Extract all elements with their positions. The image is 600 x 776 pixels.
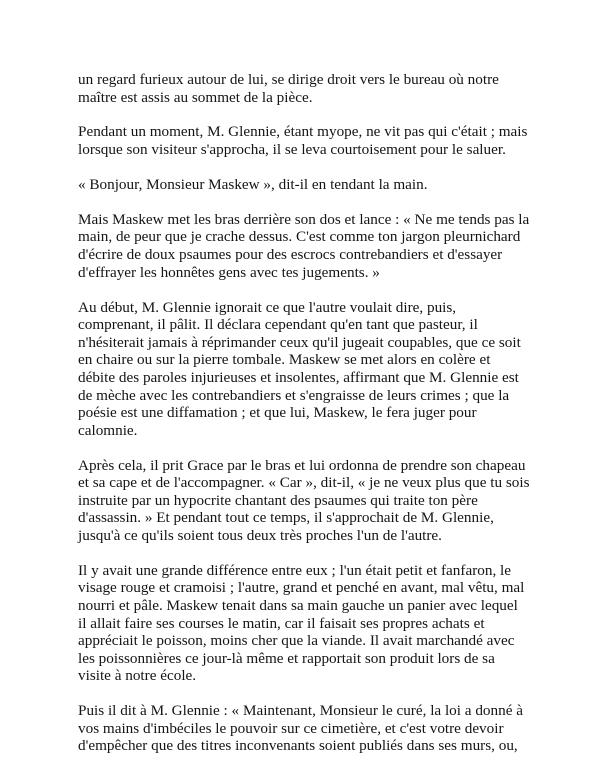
paragraph: un regard furieux autour de lui, se dirige droit vers le bureau où notre maître est assis au sommet de la pièce. (78, 71, 499, 106)
paragraph: Il y avait une grande différence entre eux ; l'un était petit et fanfaron, le visage rouge et cramoisi ; l'autre, grand et penché en avant, mal vêtu, mal nourri et pâle. Maskew tenait dans sa main gauche un panier avec lequel il allait faire ses courses le matin, car il faisait ses propres achats et appréciait le poisson, moins cher que la viande. Il avait marchandé avec les poissonnières ce jour-là même et rapportait son produit lors de sa visite à notre école. (78, 561, 525, 685)
paragraph: Puis il dit à M. Glennie : « Maintenant, Monsieur le curé, la loi a donné à vos mains d'imbéciles le pouvoir sur ce cimetière, et c'est votre devoir d'empêcher que des titres inconvenants soient publiés dans ses murs, ou, (78, 702, 523, 755)
paragraph: « Bonjour, Monsieur Maskew », dit-il en tendant la main. (78, 175, 428, 193)
document-page (78, 71, 530, 772)
paragraph: Après cela, il prit Grace par le bras et lui ordonna de prendre son chapeau et sa cape et de l'accompagner. « Car », dit-il, « je ne veux plus que tu sois instruite par un hypocrite chantant des psaumes qui traite ton père d'assassin. » Et pendant tout ce temps, il s'approchait de M. Glennie, jusqu'à ce qu'ils soient tous deux très proches l'un de l'autre. (78, 456, 530, 544)
paragraph: Pendant un moment, M. Glennie, étant myope, ne vit pas qui c'était ; mais lorsque son visiteur s'approcha, il se leva courtoisement pour le saluer. (78, 123, 528, 159)
paragraph: Au début, M. Glennie ignorait ce que l'autre voulait dire, puis, comprenant, il pâlit. Il déclara cependant qu'en tant que pasteur, il n'hésiterait jamais à réprimander ceux qu'il jugeait coupables, que ce soit en chaire ou sur la pierre tombale. Maskew se met alors en colère et débite des paroles injurieuses et insolentes, affirmant que M. Glennie est de mèche avec les contrebandiers et s'engraisse de leurs crimes ; que la poésie est une diffamation ; et que lui, Maskew, le fera juger pour calomnie. (78, 298, 521, 439)
paragraph: Mais Maskew met les bras derrière son dos et lance : « Ne me tends pas la main, de peur que je crache dessus. C'est comme ton jargon pleurnichard d'écrire de doux psaumes pour des escrocs contrebandiers et d'essayer d'effrayer les honnêtes gens avec tes jugements. » (78, 210, 530, 281)
